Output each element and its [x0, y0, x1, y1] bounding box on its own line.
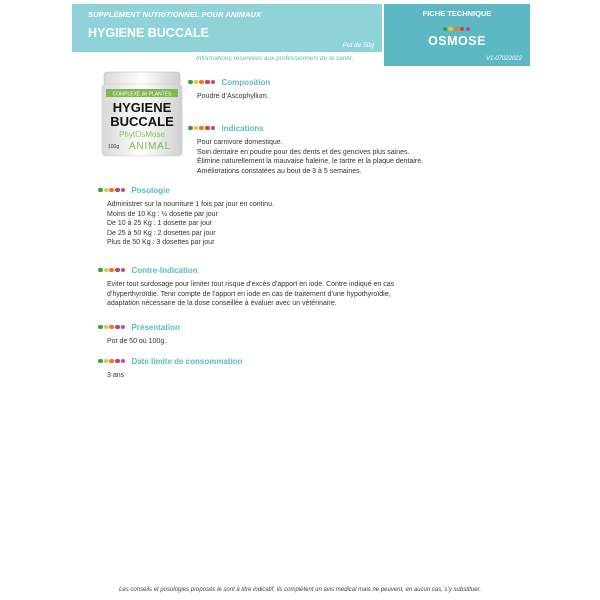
- jar-weight: 100g: [108, 144, 120, 150]
- section-line: Moins de 10 Kg : ½ dosette par jour: [107, 210, 218, 218]
- color-dot: [115, 188, 120, 193]
- color-dot: [205, 80, 210, 85]
- color-dot: [211, 80, 216, 85]
- section-line: De 25 à 50 Kg : 2 dosettes par jour: [107, 229, 216, 237]
- color-dot: [109, 359, 114, 364]
- jar-animal-text: ANIMAL: [128, 141, 172, 152]
- section-line: d’hyperthyroïdie. Tenir compte de l’apport en iode en cas de traitement d’une hypothyroïdie,: [107, 290, 391, 298]
- section-body: [188, 138, 423, 176]
- pot-size-label: Pot de 50g: [342, 42, 374, 49]
- section-title: Présentation: [131, 322, 180, 332]
- footer-disclaimer: Les conseils et posologies proposés le sont à titre indicatif, ils complètent un avis médical mais ne peuvent, en aucun cas, s’y substituer.: [119, 587, 481, 593]
- section-line: Soin dentaire en poudre pour des dents et des gencives plus saines.: [197, 148, 410, 156]
- color-dot: [188, 126, 193, 131]
- section-line: Élimine naturellement la mauvaise haleine, le tartre et la plaque dentaire.: [197, 158, 424, 165]
- color-dot: [115, 325, 120, 330]
- section-date-limite: [98, 356, 243, 381]
- section-line: Pot de 50 ou 100g.: [107, 338, 167, 345]
- color-dot: [188, 80, 193, 85]
- jar-band-text: COMPLEXE de PLANTES: [112, 91, 172, 98]
- section-dots-icon: [98, 188, 126, 193]
- section-dots-icon: [98, 359, 126, 364]
- section-title: Indications: [221, 123, 264, 133]
- color-dot: [205, 126, 210, 131]
- section-dots-icon: [98, 268, 126, 273]
- jar-brand-text: PhytOsMose: [119, 130, 165, 139]
- section-title: Composition: [221, 77, 271, 87]
- color-dot: [98, 325, 103, 330]
- professional-notice: Informations réservées aux professionnels de la santé.: [196, 55, 354, 62]
- color-dot: [466, 27, 471, 32]
- color-dot: [98, 268, 103, 273]
- header-banner: [72, 4, 382, 52]
- section-line: Améliorations constatées au bout de 3 à 5 semaines.: [197, 167, 362, 175]
- section-body: [188, 92, 270, 102]
- color-dot: [115, 359, 120, 364]
- color-dot: [121, 188, 126, 193]
- jar-name-line2: BUCCALE: [110, 114, 174, 129]
- section-composition: [188, 77, 270, 102]
- section-line: 3 ans: [107, 372, 125, 379]
- jar-name-line1: HYGIENE: [112, 100, 172, 115]
- section-presentation: [98, 322, 180, 347]
- color-dot: [121, 268, 126, 273]
- color-dot: [121, 359, 126, 364]
- section-line: Poudre d’Ascophyllum.: [197, 93, 269, 100]
- color-dot: [199, 80, 204, 85]
- section-title: Posologie: [131, 185, 170, 195]
- section-body: [98, 371, 243, 381]
- section-contre-indication: [98, 265, 394, 309]
- header-subtitle: SUPPLÉMENT NUTRITIONNEL POUR ANIMAUX: [88, 10, 262, 19]
- color-dot: [115, 268, 120, 273]
- color-dot: [448, 27, 453, 32]
- product-jar-image: [96, 68, 188, 160]
- fiche-technique-box: [384, 4, 530, 66]
- color-dot: [194, 126, 199, 131]
- section-indications: [188, 123, 423, 176]
- section-title: Contre-Indication: [131, 265, 198, 275]
- section-line: Pour carnivore domestique.: [197, 139, 283, 146]
- color-dot: [454, 27, 459, 32]
- fiche-technique-label: FICHE TECHNIQUE: [422, 9, 492, 18]
- color-dot: [194, 80, 199, 85]
- color-dot: [211, 126, 216, 131]
- section-posologie: [98, 185, 274, 248]
- section-body: [98, 200, 274, 248]
- color-dot: [121, 325, 126, 330]
- section-line: Administrer sur la nourriture 1 fois par jour en continu.: [107, 201, 274, 208]
- section-dots-icon: [188, 80, 216, 85]
- section-dots-icon: [98, 325, 126, 330]
- color-dot: [443, 27, 448, 32]
- color-dot: [109, 268, 114, 273]
- color-dot: [199, 126, 204, 131]
- section-dots-icon: [188, 126, 216, 131]
- version-label: V1-07022022: [485, 56, 522, 62]
- section-line: Plus de 50 Kg : 3 dosettes par jour: [107, 239, 215, 246]
- section-title: Date limite de consommation: [131, 356, 243, 366]
- section-body: [98, 280, 394, 309]
- color-dot: [104, 325, 109, 330]
- color-dot: [104, 188, 109, 193]
- color-dot: [98, 359, 103, 364]
- section-line: Eviter tout surdosage pour limiter tout risque d’excès d’apport en iode. Contre indiqué en cas: [107, 281, 395, 288]
- product-title: HYGIENE BUCCALE: [88, 26, 209, 40]
- color-dot: [460, 27, 465, 32]
- section-line: De 10 à 25 Kg : 1 dosette par jour: [107, 220, 213, 227]
- color-dot: [104, 268, 109, 273]
- color-dot: [104, 359, 109, 364]
- section-body: [98, 337, 180, 347]
- color-dot: [109, 325, 114, 330]
- section-line: adaptation nécessaire de la dose conseillée à évaluer avec un vétérinaire.: [107, 300, 337, 307]
- brand-name: OSMOSE: [428, 34, 486, 48]
- color-dot: [98, 188, 103, 193]
- color-dot: [109, 188, 114, 193]
